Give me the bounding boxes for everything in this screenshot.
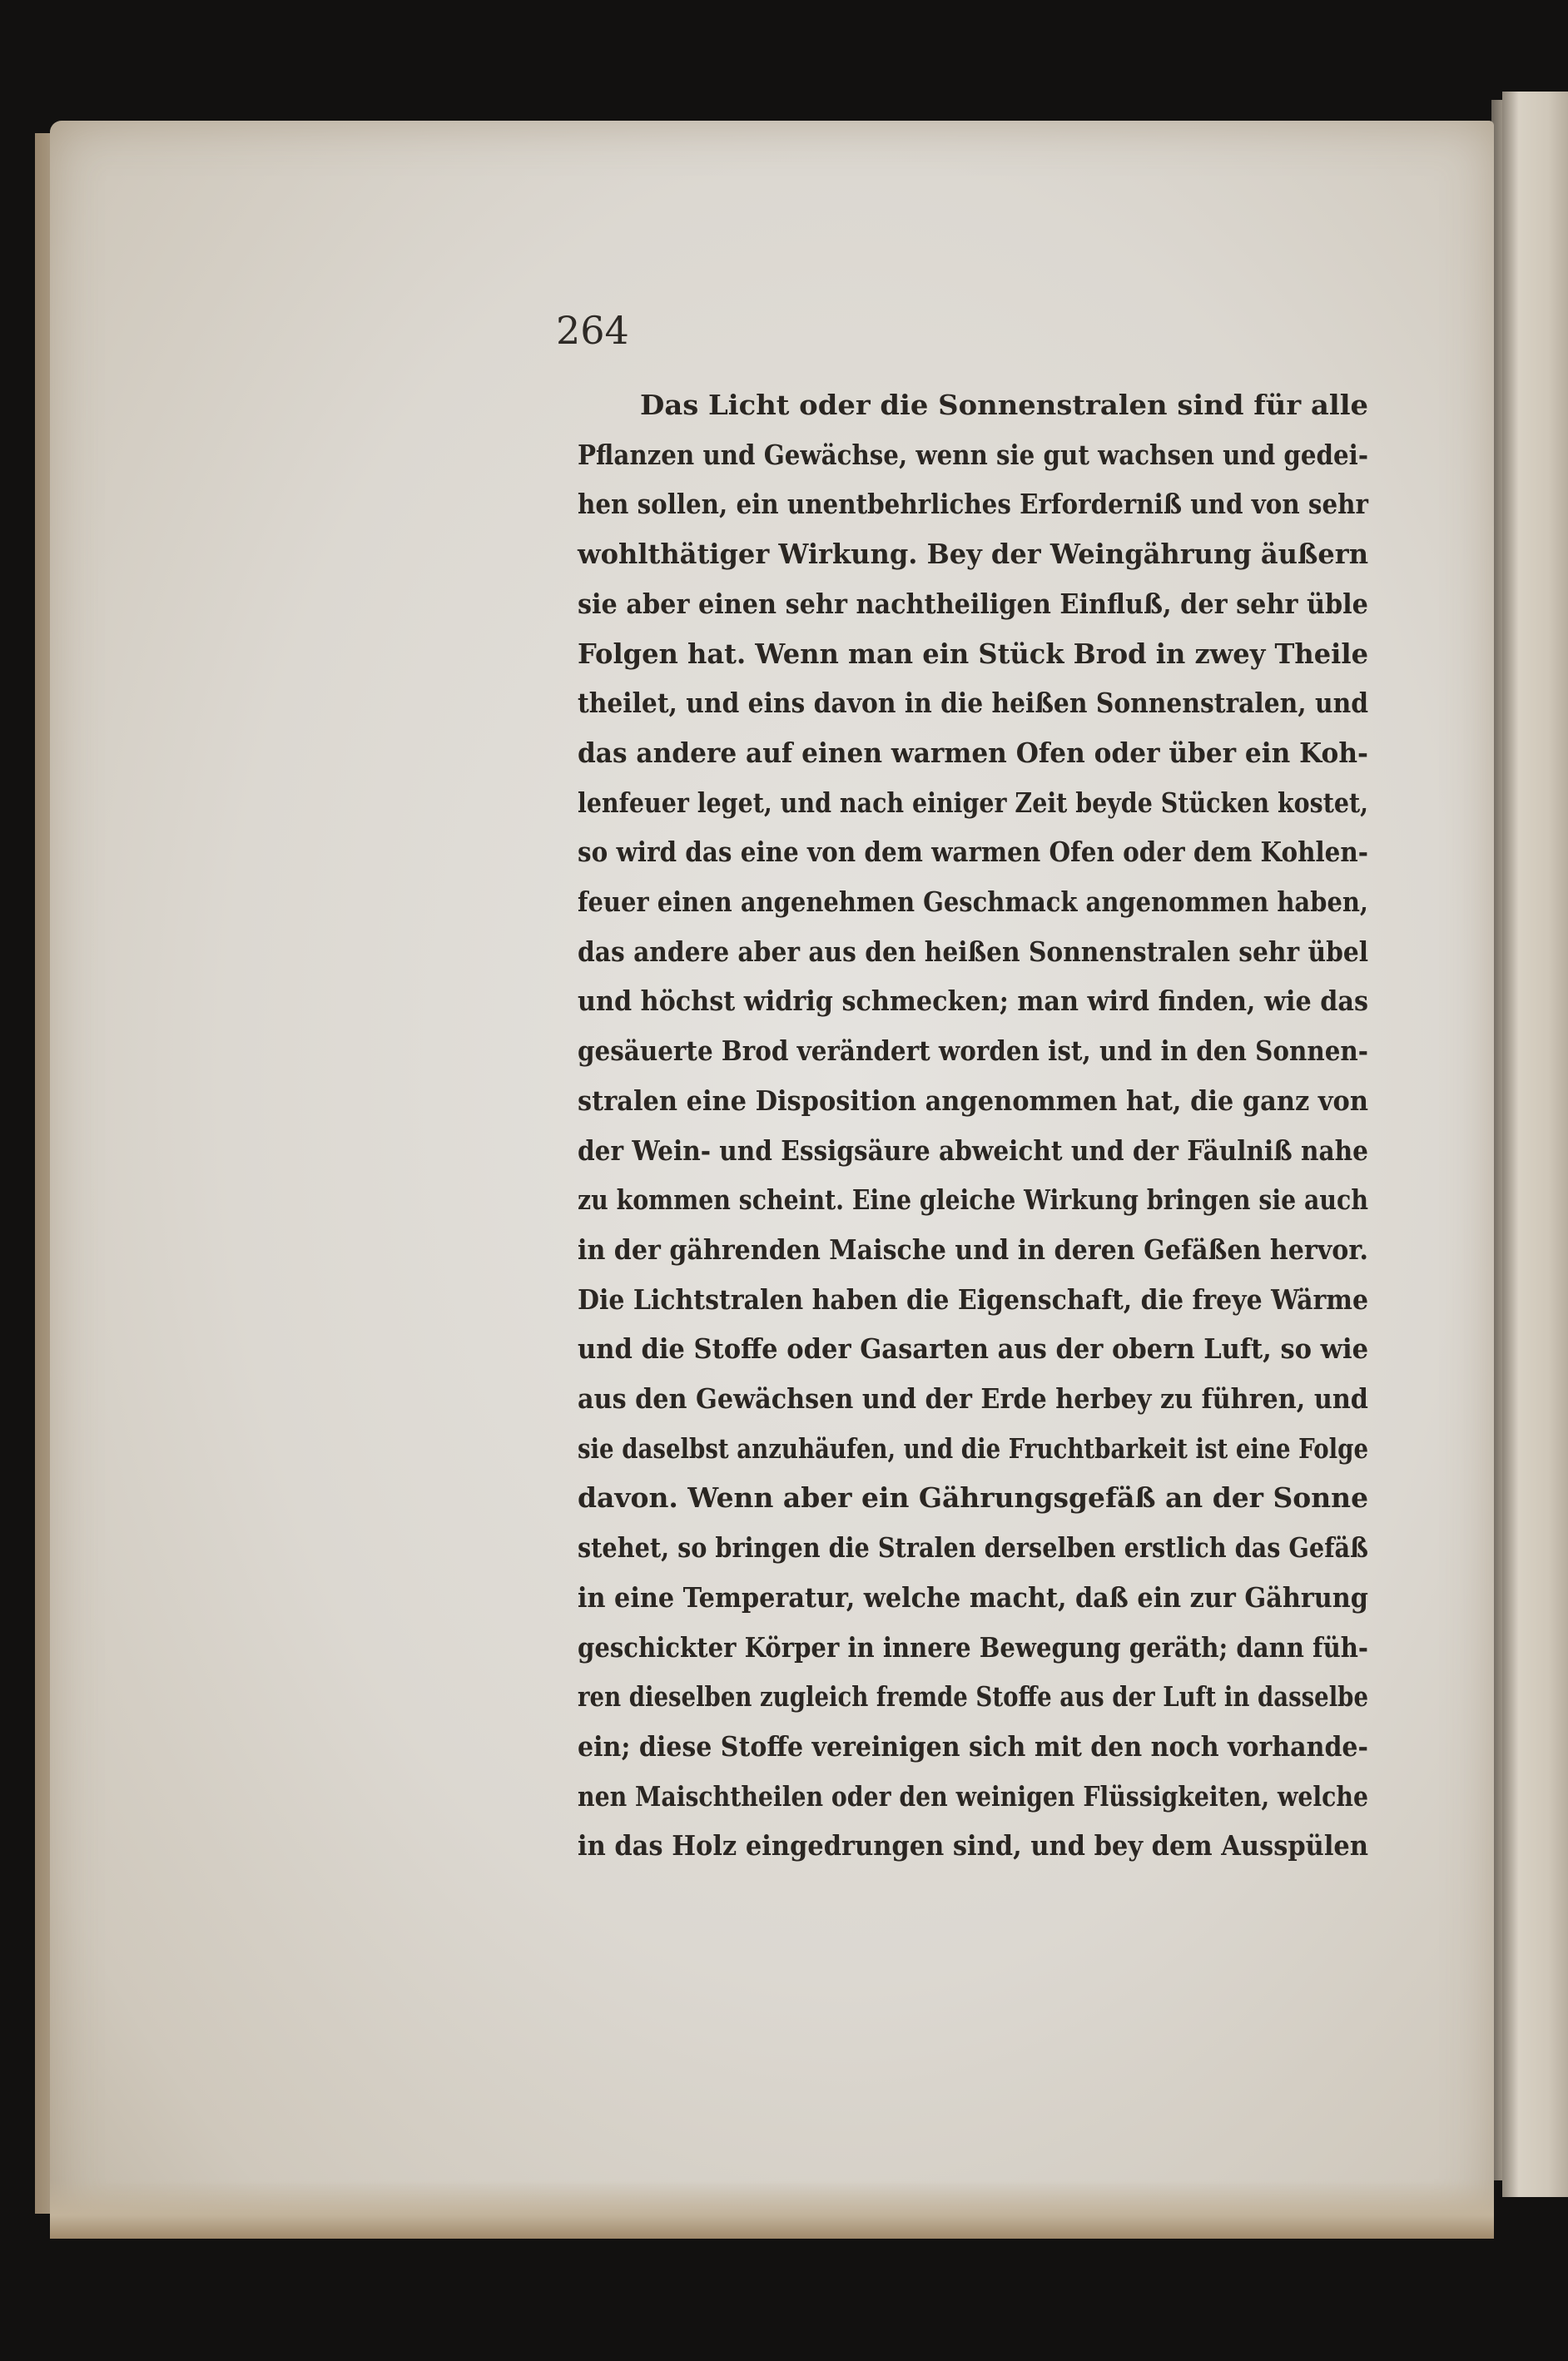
text-line: in das Holz eingedrungen sind, und bey dem Ausspülen	[578, 1829, 1368, 1863]
frayed-bottom-edge	[50, 2180, 1494, 2239]
text-line: geschickter Körper in innere Bewegung geräth; dann füh-	[578, 1630, 1369, 1664]
text-line: wohlthätiger Wirkung. Bey der Weingährung äußern	[578, 538, 1369, 571]
text-line: ein; diese Stoffe vereinigen sich mit den noch vorhande-	[578, 1729, 1368, 1763]
text-line: das andere aber aus den heißen Sonnenstralen sehr übel	[578, 935, 1369, 968]
text-line: ren dieselben zugleich fremde Stoffe aus der Luft in dasselbe	[578, 1680, 1369, 1714]
page-number: 264	[556, 308, 629, 353]
next-page-sliver	[1502, 92, 1568, 2197]
text-line: und die Stoffe oder Gasarten aus der obern Luft, so wie	[578, 1332, 1369, 1366]
text-line: sie aber einen sehr nachtheiligen Einfluß, der sehr üble	[578, 587, 1368, 620]
text-line: aus den Gewächsen und der Erde herbey zu führen, und	[578, 1382, 1368, 1415]
text-line: hen sollen, ein unentbehrliches Erforderniß und von sehr	[578, 488, 1368, 521]
text-line: der Wein- und Essigsäure abweicht und der Fäulniß nahe	[578, 1133, 1368, 1167]
text-line: Die Lichtstralen haben die Eigenschaft, die freye Wärme	[578, 1282, 1369, 1316]
text-line: Folgen hat. Wenn man ein Stück Brod in zwey Theile	[578, 637, 1369, 670]
text-line: so wird das eine von dem warmen Ofen oder dem Kohlen-	[578, 836, 1368, 869]
text-line: zu kommen scheint. Eine gleiche Wirkung bringen sie auch	[578, 1183, 1368, 1217]
text-line: davon. Wenn aber ein Gährungsgefäß an der Sonne	[578, 1481, 1369, 1515]
text-line: theilet, und eins davon in die heißen Sonnenstralen, und	[578, 687, 1369, 720]
text-line: das andere auf einen warmen Ofen oder über ein Koh-	[578, 736, 1368, 769]
text-line: sie daselbst anzuhäufen, und die Fruchtbarkeit ist eine Folge	[578, 1431, 1369, 1465]
text-line: stehet, so bringen die Stralen derselben erstlich das Gefäß	[578, 1531, 1368, 1565]
text-line: und höchst widrig schmecken; man wird finden, wie das	[578, 985, 1369, 1018]
text-line: feuer einen angenehmen Geschmack angenommen haben,	[578, 885, 1369, 918]
text-line: stralen eine Disposition angenommen hat, die ganz von	[578, 1084, 1368, 1117]
text-line: in der gährenden Maische und in deren Gefäßen hervor.	[578, 1233, 1368, 1266]
text-line: nen Maischtheilen oder den weinigen Flüssigkeiten, welche	[578, 1779, 1369, 1813]
text-line: Das Licht oder die Sonnenstralen sind für alle	[640, 389, 1369, 421]
text-line: gesäuerte Brod verändert worden ist, und in den Sonnen-	[578, 1034, 1368, 1068]
text-line: Pflanzen und Gewächse, wenn sie gut wachsen und gedei-	[578, 438, 1368, 471]
text-line: lenfeuer leget, und nach einiger Zeit beyde Stücken kostet,	[578, 786, 1369, 819]
text-line: in eine Temperatur, welche macht, daß ein zur Gährung	[578, 1580, 1368, 1614]
